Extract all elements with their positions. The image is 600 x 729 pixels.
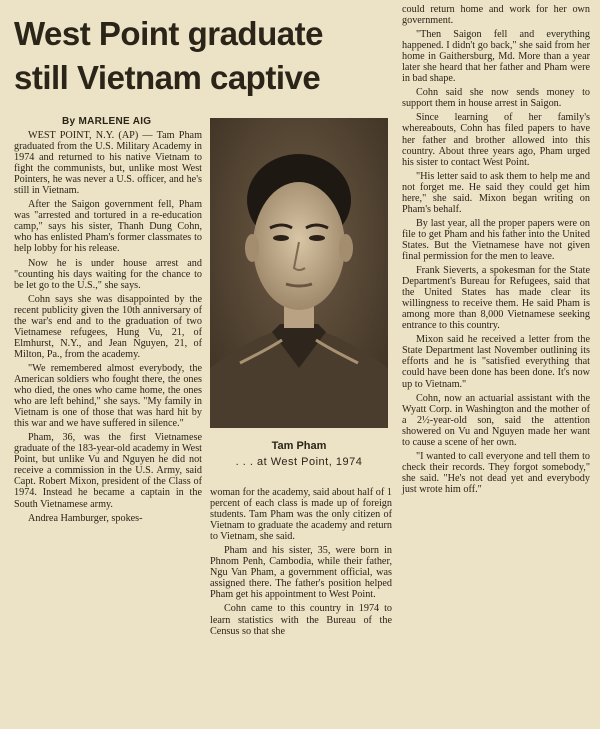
headline-line-1: West Point graduate (14, 15, 323, 52)
col2-paragraph: Cohn came to this country in 1974 to learn statistics with the Bureau of the Census so that she (210, 603, 392, 637)
col3-paragraph: Mixon said he received a letter from the State Department last November outlining its efforts and he is "satisfied everything that could have been done has been done. It's now up to Vietnam." (402, 334, 590, 390)
col3-paragraph: By last year, all the proper papers were on file to get Pham and his father into the United States. But the Vietnamese have not given final permission for the men to leave. (402, 217, 590, 262)
col1-paragraph: Now he is under house arrest and "counting his days waiting for the chance to be let go to the U.S.," she says. (14, 257, 202, 291)
col3-paragraph: Since learning of her family's whereabouts, Cohn has filed papers to have her father and brother allowed into this country. About three years ago, Pham urged his sister to contact West Point. (402, 112, 590, 168)
col3-paragraph: Frank Sieverts, a spokesman for the State Department's Bureau for Refugees, said that the United States has made clear its willingness to receive them. He said Pham is among more than 8,000 Vietnamese seeking entrance to this country. (402, 265, 590, 332)
col3-paragraph: could return home and work for her own government. (402, 4, 590, 27)
col3-paragraph: "His letter said to ask them to help me and not forget me. He said they could get him here," she said. Mixon began writing on Pham's behalf. (402, 170, 590, 215)
portrait-photo (210, 118, 388, 428)
col3-paragraph: "Then Saigon fell and everything happened. I didn't go back," she said from her home in Gaithersburg, Md. More than a year later she heard that her father and Pham were in bad shape. (402, 29, 590, 85)
col2-paragraph: Pham and his sister, 35, were born in Phnom Penh, Cambodia, while their father, Ngu Van Pham, a government official, was assigned there. The father's position helped Pham get his appointment to West Point. (210, 545, 392, 601)
photo-caption-name: Tam Pham (271, 440, 327, 452)
col1-paragraph: Andrea Hamburger, spokes- (28, 512, 143, 524)
col1-paragraph: Cohn says she was disappointed by the recent publicity given the 10th anniversary of the war's end and to the graduation of two Vietnamese refugees, Hung Vu, 21, of Elmhurst, N.Y., and Jean Nguyen, 21, of Milton, Pa., from the academy. (14, 293, 202, 360)
col3-paragraph: Cohn said she now sends money to support them in house arrest in Saigon. (402, 87, 590, 110)
article-column-3 (402, 4, 590, 498)
col1-paragraph: WEST POINT, N.Y. (AP) — Tam Pham graduated from the U.S. Military Academy in 1974 and returned to his native Vietnam to fight the communists, but, unlike most West Pointers, he was never a U.S. officer, and he's still in Vietnam. (14, 130, 202, 197)
col2-paragraph: woman for the academy, said about half of 1 percent of each class is made up of foreign students. Tam Pham was the only citizen of Vietnam to graduate the academy and return to Vietnam, she said. (210, 487, 392, 543)
col1-paragraph: After the Saigon government fell, Pham was "arrested and tortured in a re-education camp," says his sister, Thanh Dung Cohn, who has enlisted Pham's former classmates to help lobby for his release. (14, 199, 202, 255)
col1-paragraph: "We remembered almost everybody, the American soldiers who fought there, the ones who died, the ones who came home, the ones who are left behind," she says. "My family in Vietnam is one of those that was hard hit by this war and we have suffered in silence." (14, 362, 202, 430)
col3-paragraph: "I wanted to call everyone and tell them to check their records. They forgot somebody," she said. "He's not dead yet and everybody just wrote him off." (402, 450, 590, 495)
portrait-image (210, 118, 388, 428)
photo-caption-subtitle: . . . at West Point, 1974 (235, 456, 363, 468)
byline: By MARLENE AIG (62, 116, 152, 127)
headline (14, 12, 394, 100)
headline-line-2: still Vietnam captive (14, 59, 321, 96)
article-column-2 (210, 487, 392, 640)
col3-paragraph: Cohn, now an actuarial assistant with the Wyatt Corp. in Washington and the mother of a 2½-year-old son, said the attention showered on Vu and Nguyen made her want to cause a scene of her own. (402, 392, 590, 448)
col1-paragraph: Pham, 36, was the first Vietnamese graduate of the 183-year-old academy in West Point, but unlike Vu and Nguyen he did not receive a commission in the U.S. Army, said Capt. Robert Mixon, president of the Class of 1974. Instead he became a captain in the South Vietnamese army. (14, 432, 202, 510)
article-column-1 (14, 130, 202, 527)
